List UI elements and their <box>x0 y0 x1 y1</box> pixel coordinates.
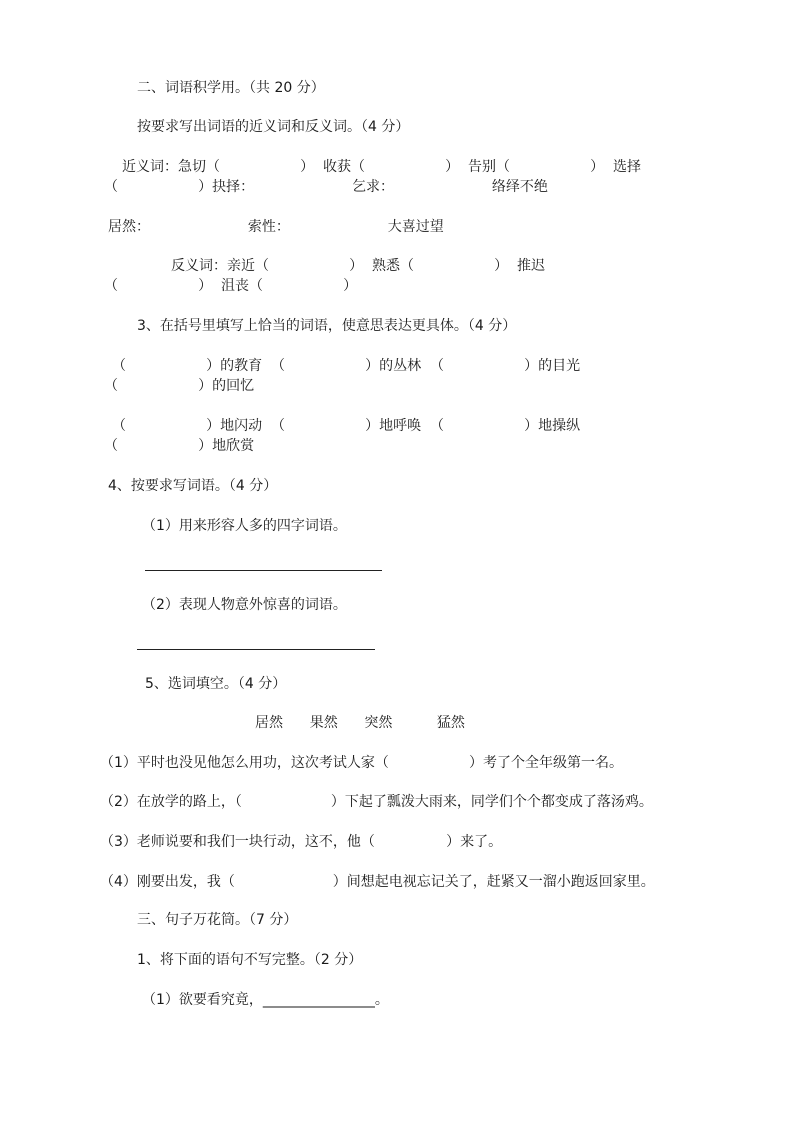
synonym-line-2: （ ）抉择： 乞求： 络绎不绝 <box>104 179 548 195</box>
synonym-line-3: 居然： 索性： 大喜过望 <box>108 219 444 235</box>
question-5-item-2: （2）在放学的路上，（ ）下起了瓢泼大雨来，同学们个个都变成了落汤鸡。 <box>100 794 653 810</box>
question-5-item-4: （4）刚要出发，我（ ）间想起电视忘记关了，赶紧又一溜小跑返回家里。 <box>100 874 655 890</box>
question-4-item-2: （2）表现人物意外惊喜的词语。 <box>142 597 347 613</box>
question-1-title: 按要求写出词语的近义词和反义词。（4 分） <box>137 119 410 135</box>
question-3-title: 3、在括号里填写上恰当的词语，使意思表达更具体。（4 分） <box>137 318 517 334</box>
question-3-line-2: （ ）的回忆 <box>104 378 255 394</box>
question-5-title: 5、选词填空。（4 分） <box>145 676 287 692</box>
word-options: 居然 果然 突然 猛然 <box>255 715 465 731</box>
question-5-item-3: （3）老师说要和我们一块行动，这不，他（ ）来了。 <box>100 834 503 850</box>
section-3-title: 三、句子万花筒。（7 分） <box>137 912 298 928</box>
section-3-question-1-title: 1、将下面的语句不写完整。（2 分） <box>137 952 363 968</box>
question-4-title: 4、按要求写词语。（4 分） <box>108 478 278 494</box>
question-4-item-1: （1）用来形容人多的四字词语。 <box>142 518 347 534</box>
question-3-line-3: （ ）地闪动 （ ）地呼唤 （ ）地操纵 <box>112 418 581 434</box>
synonym-line-1: 近义词：急切（ ） 收获（ ） 告别（ ） 选择 <box>122 159 642 175</box>
question-5-item-1: （1）平时也没见他怎么用功，这次考试人家（ ）考了个全年级第一名。 <box>100 755 624 771</box>
antonym-line-1: 反义词：亲近（ ） 熟悉（ ） 推迟 <box>171 258 546 274</box>
antonym-line-2: （ ） 沮丧（ ） <box>104 278 358 294</box>
section-2-title: 二、词语积学用。（共 20 分） <box>137 80 325 96</box>
answer-line-1[interactable] <box>145 570 382 571</box>
section-3-question-1-item-1: （1）欲要看究竟，________________。 <box>142 992 389 1008</box>
question-3-line-4: （ ）地欣赏 <box>104 438 255 454</box>
question-3-line-1: （ ）的教育 （ ）的丛林 （ ）的目光 <box>112 358 581 374</box>
answer-line-2[interactable] <box>137 649 375 650</box>
